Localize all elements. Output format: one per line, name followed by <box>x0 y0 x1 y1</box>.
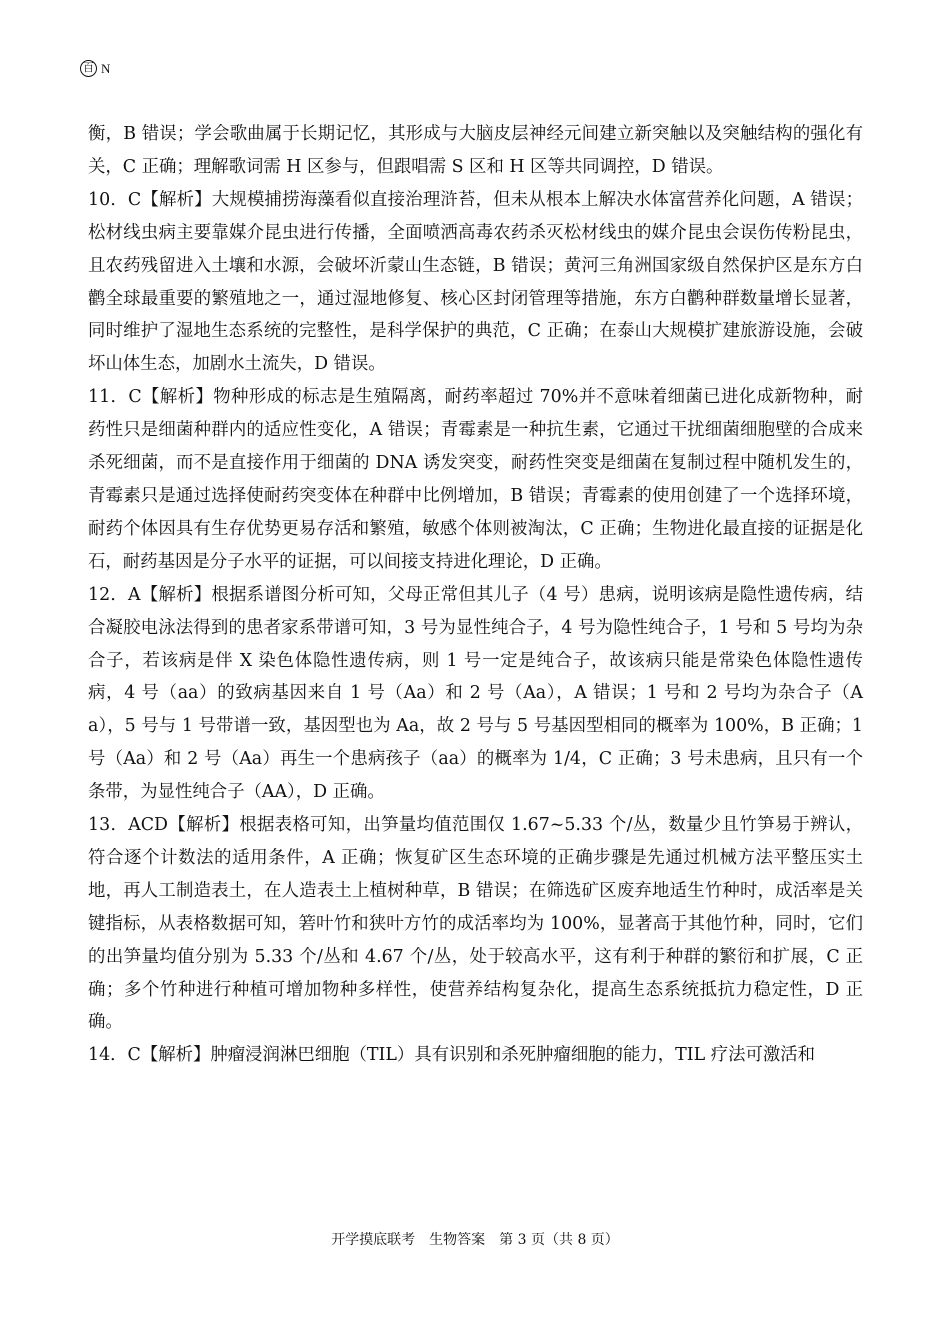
header-logo <box>80 60 110 77</box>
answer-11: 11．C【解析】物种形成的标志是生殖隔离，耐药率超过 70%并不意味着细菌已进化成新物种，耐药性只是细菌种群内的适应性变化，A 错误；青霉素是一种抗生素，它通过干扰细菌细胞壁的合成来杀死细菌，而不是直接作用于细菌的 DNA 诱发突变，耐药性突变是细菌在复制过程中随机发生的，青霉素只是通过选择使耐药突变体在种群中比例增加，B 错误；青霉素的使用创建了一个选择环境，耐药个体因具有生存优势更易存活和繁殖，敏感个体则被淘汰，C 正确；生物进化最直接的证据是化石，耐药基因是分子水平的证据，可以间接支持进化理论，D 正确。 <box>88 387 863 572</box>
answer-14: 14．C【解析】肿瘤浸润淋巴细胞（TIL）具有识别和杀死肿瘤细胞的能力，TIL 疗法可激活和 <box>88 1045 816 1066</box>
logo-badge-icon: 百 <box>80 60 97 77</box>
logo-suffix: N <box>101 60 111 76</box>
answer-12: 12．A【解析】根据系谱图分析可知，父母正常但其儿子（4 号）患病，说明该病是隐性遗传病，结合凝胶电泳法得到的患者家系带谱可知，3 号为显性纯合子，4 号为隐性纯合子，1 号和 5 号均为杂合子，若该病是伴 X 染色体隐性遗传病，则 1 号一定是纯合子，故该病只能是常染色体隐性遗传病，4 号（aa）的致病基因来自 1 号（Aa）和 2 号（Aa），A 错误；1 号和 2 号均为杂合子（Aa），5 号与 1 号带谱一致，基因型也为 Aa，故 2 号与 5 号基因型相同的概率为 100%，B 正确；1 号（Aa）和 2 号（Aa）再生一个患病孩子（aa）的概率为 1/4，C 正确；3 号未患病，且只有一个条带，为显性纯合子（AA），D 正确。 <box>88 584 863 803</box>
answer-10: 10．C【解析】大规模捕捞海藻看似直接治理浒苔，但未从根本上解决水体富营养化问题，A 错误；松材线虫病主要靠媒介昆虫进行传播，全面喷洒高毒农药杀灭松材线虫的媒介昆虫会误伤传粉昆虫，且农药残留进入土壤和水源，会破坏沂蒙山生态链，B 错误；黄河三角洲国家级自然保护区是东方白鹳全球最重要的繁殖地之一，通过湿地修复、核心区封闭管理等措施，东方白鹳种群数量增长显著，同时维护了湿地生态系统的完整性，是科学保护的典范，C 正确；在泰山大规模扩建旅游设施，会破坏山体生态，加剧水土流失，D 错误。 <box>88 189 863 375</box>
answer-13: 13．ACD【解析】根据表格可知，出笋量均值范围仅 1.67~5.33 个/丛，数量少且竹笋易于辨认，符合逐个计数法的适用条件，A 正确；恢复矿区生态环境的正确步骤是先通过机械方法平整压实土地，再人工制造表土，在人造表土上植树种草，B 错误；在筛选矿区废弃地适生竹种时，成活率是关键指标，从表格数据可知，箬叶竹和狭叶方竹的成活率均为 100%，显著高于其他竹种，同时，它们的出笋量均值分别为 5.33 个/丛和 4.67 个/丛，处于较高水平，这有利于种群的繁衍和扩展，C 正确；多个竹种进行种植可增加物种多样性，使营养结构复杂化，提高生态系统抵抗力稳定性，D 正确。 <box>88 815 863 1033</box>
answer-body <box>88 118 863 1072</box>
page-footer: 开学摸底联考 生物答案 第 3 页（共 8 页） <box>331 1232 619 1248</box>
paragraph-continuation: 衡，B 错误；学会歌曲属于长期记忆，其形成与大脑皮层神经元间建立新突触以及突触结构的强化有关，C 正确；理解歌词需 H 区参与，但跟唱需 S 区和 H 区等共同调控，D 错误。 <box>88 124 863 177</box>
